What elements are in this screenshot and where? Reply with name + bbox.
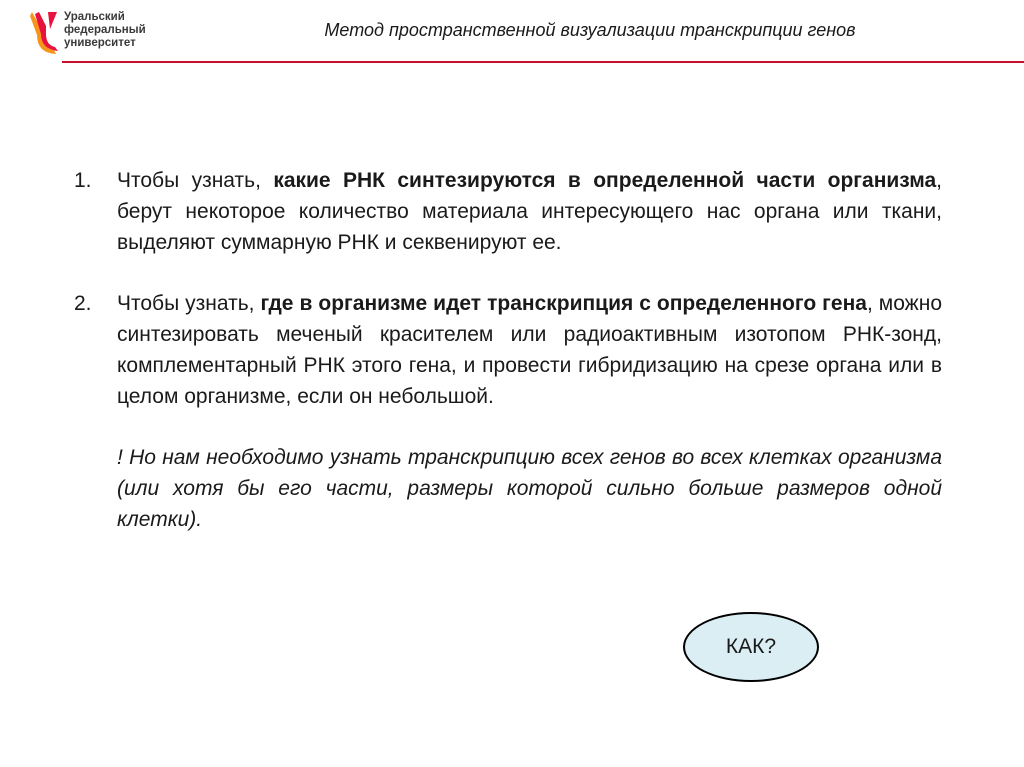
list-item xyxy=(72,288,942,412)
oval-label: КАК? xyxy=(725,635,777,658)
ural-university-logo-icon xyxy=(30,10,60,56)
how-oval xyxy=(683,612,819,682)
text-run-bold: какие РНК синтезируются в определенной части организма xyxy=(273,169,937,192)
logo-line: университет xyxy=(64,37,136,49)
logo-line: Уральский xyxy=(64,11,125,23)
slide-title: Метод пространственной визуализации транскрипции генов xyxy=(324,20,856,40)
note-text: ! Но нам необходимо узнать транскрипцию всех генов во всех клетках организма (или хотя бы его части, размеры которой сильно больше размеров одной клетки). xyxy=(117,446,942,531)
text-run: Чтобы узнать, xyxy=(117,292,261,315)
list-item xyxy=(72,165,942,258)
text-run: , можно синтезировать меченый красителем или радиоактивным изотопом РНК-зонд, комплементарный РНК этого гена, и провести гибридизацию на срезе органа или в целом организме, если он небольшой. xyxy=(117,292,943,408)
logo-line: федеральный xyxy=(64,24,146,36)
university-logo xyxy=(30,10,170,58)
header-divider xyxy=(62,61,1024,63)
slide-content xyxy=(72,165,942,535)
text-run-bold: где в организме идет транскрипция с определенного гена xyxy=(260,292,867,315)
list-item-number: 1. xyxy=(74,169,92,192)
list-item-text xyxy=(117,169,942,254)
list-item-number: 2. xyxy=(74,292,92,315)
logo-text xyxy=(64,11,146,50)
text-run: , берут некоторое количество материала интересующего нас органа или ткани, выделяют суммарную РНК и секвенируют ее. xyxy=(117,169,943,254)
list-item-text xyxy=(117,292,942,408)
text-run: Чтобы узнать, xyxy=(117,169,274,192)
